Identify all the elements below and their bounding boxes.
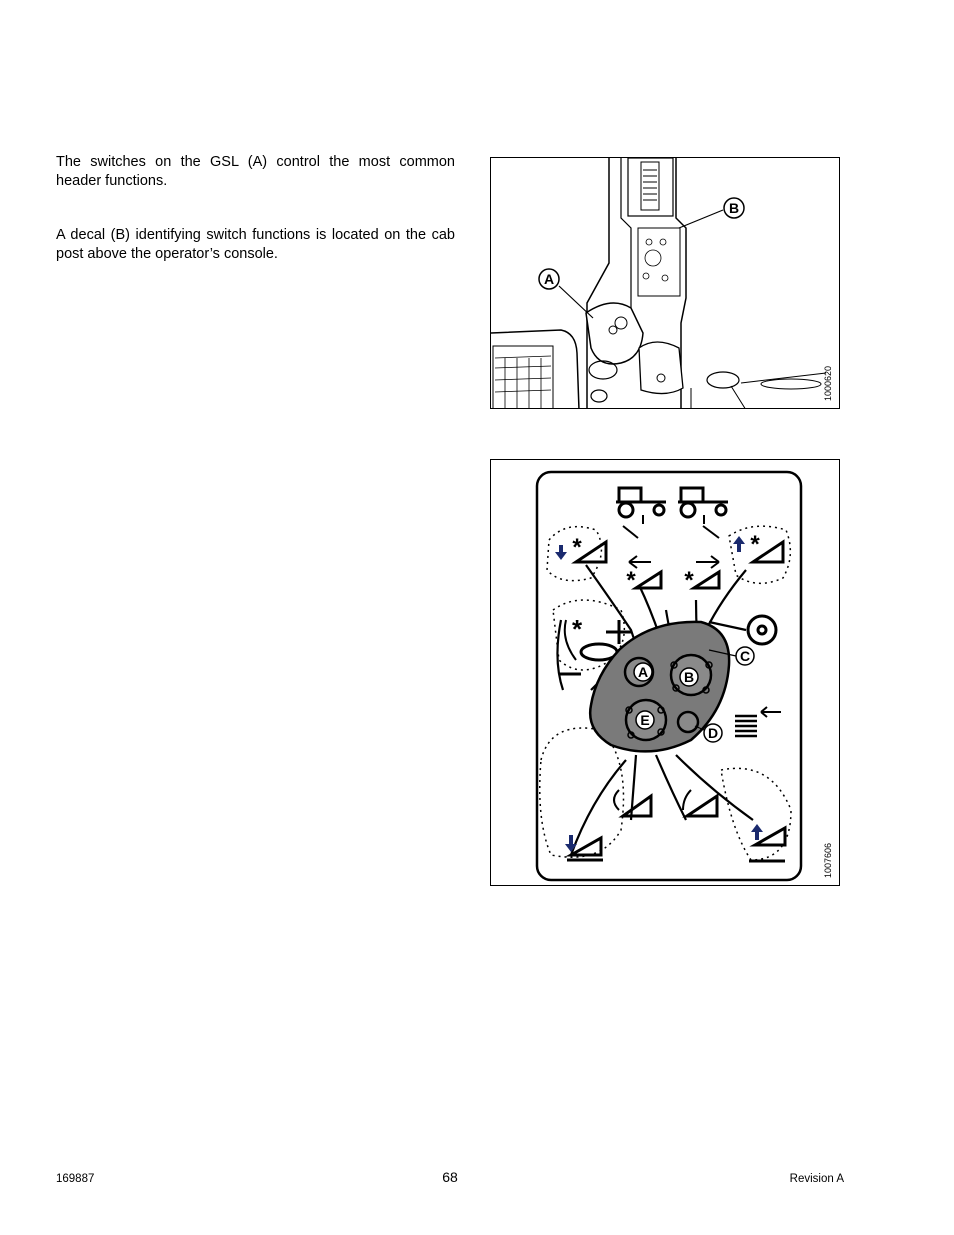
switch-decal-illustration	[491, 460, 840, 886]
cab-console-illustration	[491, 158, 840, 409]
figure-id: 1000620	[823, 365, 833, 401]
figure-id: 1007606	[823, 842, 833, 878]
svg-text:*: *	[572, 534, 582, 561]
svg-text:*: *	[571, 614, 583, 644]
revision-label: Revision A	[789, 1173, 844, 1185]
callout-a-label: A	[543, 271, 555, 287]
callout-b-label: B	[683, 669, 695, 685]
cab-console-figure	[490, 157, 840, 409]
gsl-intro-paragraph: The switches on the GSL (A) control the most common header functions.	[56, 154, 455, 189]
callout-c-label: C	[739, 648, 751, 664]
callout-d-label: D	[707, 725, 719, 741]
switch-decal-figure	[490, 459, 840, 886]
callout-b-label: B	[728, 200, 740, 216]
svg-text:*: *	[750, 531, 760, 558]
callout-a-label: A	[637, 664, 649, 680]
decal-location-paragraph: A decal (B) identifying switch functions is located on the cab post above the operator’s console.	[56, 227, 455, 262]
svg-text:*: *	[684, 567, 694, 594]
svg-text:*: *	[626, 567, 636, 594]
document-number: 169887	[56, 1173, 95, 1185]
callout-e-label: E	[640, 712, 650, 728]
page-number: 68	[442, 1169, 458, 1185]
